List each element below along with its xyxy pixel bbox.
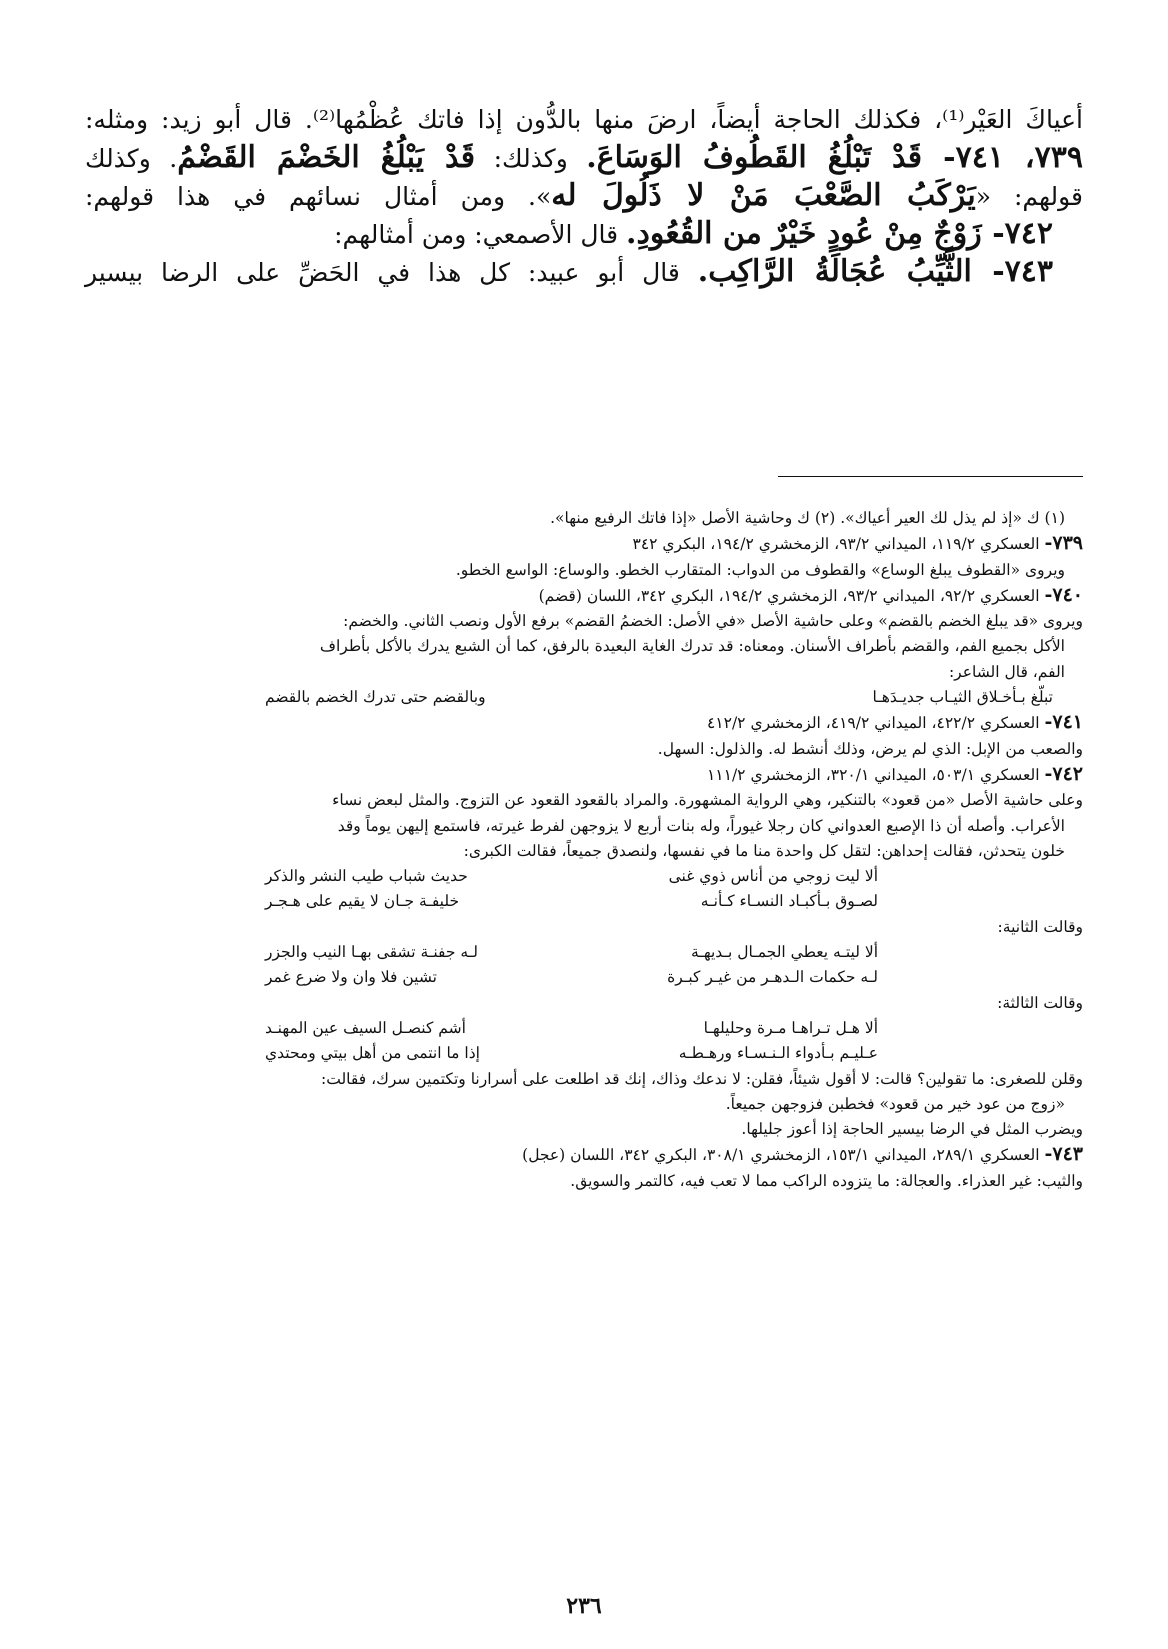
ref-740	[85, 583, 1083, 609]
note-740-a: ويروى «قد يبلغ الخضم بالقضم» وعلى حاشية الأصل «في الأصل: الخضمُ القضم» برفع الأول ونصب الثاني. والخضم:	[343, 612, 1083, 631]
said-second: وقالت الثانية:	[997, 917, 1083, 936]
ref-739	[85, 531, 1083, 557]
main-text-5: قال أبو عبيد: كل هذا في الحَضِّ على الرضا بيسير	[85, 258, 698, 287]
verse-5-hemistich-1: ألا هـل تـراهـا مـرة وحليلهـا	[703, 1018, 878, 1037]
entry-number-739: ٧٣٩-	[1044, 532, 1083, 555]
verse-740-hemistich-1: تبلّغ بـأخـلاق الثيـاب جديـدَهـا	[872, 688, 1053, 707]
note-742-d: وقلن للصغرى: ما تقولين؟ قالت: لا أقول شيئاً، فقلن: لا ندعك وذاك، إنك قد اطلعت على أسرارنا وتكتمين سرك، فقالت:	[321, 1069, 1083, 1088]
note-742-a: وعلى حاشية الأصل «من قعود» بالتنكير، وهي الرواية المشهورة. والمراد بالقعود القعود عن التزوج. والمثل لبعض نساء	[332, 791, 1083, 810]
verse-3-hemistich-1: ألا ليتـه يعطي الجمـال بـديهـة	[690, 943, 878, 962]
ref-739-text: العسكري ١١٩/٢، الميداني ٩٣/٢، الزمخشري ١٩٤/٢، البكري ٣٤٢	[632, 535, 1045, 554]
verse-6	[85, 1041, 1083, 1066]
main-text	[85, 103, 1083, 293]
verse-6-hemistich-2: إذا ما انتمى من أهل بيتي ومحتدي	[265, 1044, 480, 1063]
verse-6-hemistich-1: عـليـم بـأدواء الـنـسـاء ورهـطـه	[678, 1044, 878, 1063]
entry-number-740: ٧٤٠-	[1044, 583, 1083, 606]
note-742-c: خلون يتحدثن، فقالت إحداهن: لتقل كل واحدة منا ما في نفسها، ولنصدق جميعاً، فقالت الكبرى:	[463, 841, 1065, 860]
note-742-f: ويضرب المثل في الرضا بيسير الحاجة إذا أعوز جليلها.	[741, 1120, 1083, 1139]
main-line-4	[85, 217, 1083, 255]
ref-742	[85, 762, 1083, 788]
ref-741-text: العسكري ٤٢٢/٢، الميداني ٤١٩/٢، الزمخشري ٤١٢/٢	[706, 714, 1045, 733]
entry-number-741: ٧٤١-	[1044, 711, 1083, 734]
main-text-3b: ». ومن أمثال نسائهم في هذا قولهم:	[85, 182, 552, 211]
ref-741	[85, 710, 1083, 736]
footnote-1-2: (١) ك «إذ لم يذل لك العير أعياك». (٢) ك وحاشية الأصل «إذا فاتك الرفيع منها».	[550, 509, 1065, 527]
main-text-3a: قولهم: «	[975, 182, 1084, 211]
verse-4	[85, 965, 1083, 990]
main-line-1	[85, 103, 1083, 141]
footnotes	[85, 506, 1083, 1194]
ref-742-text: العسكري ٥٠٣/١، الميداني ٣٢٠/١، الزمخشري ١١١/٢	[706, 765, 1045, 784]
verse-3-hemistich-2: لـه جفنـة تشقى بهـا النيب والجزر	[265, 943, 478, 962]
note-740-b: الأكل بجميع الفم، والقضم بأطراف الأسنان. ومعناه: قد تدرك الغاية البعيدة بالرفق، كما أن الشبع يدرك بالأكل بأطراف	[319, 637, 1065, 656]
verse-1-hemistich-2: حديث شباب طيب النشر والذكر	[265, 867, 468, 886]
verse-2	[85, 889, 1083, 914]
proverb-742: ٧٤٢- زَوْجٌ مِنْ عُودٍ خَيْرٌ من القُعُودِ.	[626, 216, 1053, 251]
ref-743-text: العسكري ٢٨٩/١، الميداني ١٥٣/١، الزمخشري ٣٠٨/١، البكري ٣٤٢، اللسان (عجل)	[522, 1146, 1045, 1165]
said-third: وقالت الثالثة:	[997, 993, 1083, 1012]
main-text-2a: وكذلك:	[475, 144, 587, 173]
note-742-b: الأعراب. وأصله أن ذا الإصبع العدواني كان رجلا غيوراً، وله بنات أربع لا يزوجهن لفرط غيرته، فاستمع إليهن يوماً وقد	[337, 816, 1065, 835]
proverb-739-741: ٧٣٩، ٧٤١- قَدْ تَبْلُغُ القَطُوفُ الوَسَاعَ.	[586, 140, 1083, 175]
ref-743	[85, 1142, 1083, 1168]
verse-740-hemistich-2: وبالقضم حتى تدرك الخضم بالقضم	[265, 688, 486, 707]
note-741: والصعب من الإبل: الذي لم يرض، وذلك أنشط له. والذلول: السهل.	[657, 739, 1083, 758]
verse-5	[85, 1016, 1083, 1041]
verse-740	[85, 685, 1083, 710]
ref-740-text: العسكري ٩٢/٢، الميداني ٩٣/٢، الزمخشري ١٩٤/٢، البكري ٣٤٢، اللسان (قضم)	[538, 586, 1045, 605]
verse-4-hemistich-2: تشين فلا وان ولا ضرع غمر	[265, 968, 437, 987]
entry-number-743: ٧٤٣-	[1044, 1143, 1083, 1166]
note-740-c: الفم، قال الشاعر:	[948, 662, 1065, 681]
proverb-741-quote: يَرْكَبُ الصَّعْبَ مَنْ لا ذَلُولَ له	[551, 178, 976, 213]
verse-2-hemistich-1: لصـوق بـأكبـاد النسـاء كـأنـه	[700, 892, 878, 911]
proverb-743: ٧٤٣- الثَّيِّبُ عُجَالَةُ الرَّاكِب.	[697, 254, 1053, 289]
note-742-e: «زوج من عود خير من قعود» فخطبن فزوجهن جميعاً.	[725, 1094, 1065, 1113]
main-text-4: قال الأصمعي: ومن أمثالهم:	[334, 220, 627, 249]
main-line-2	[85, 141, 1083, 179]
verse-1-hemistich-1: ألا ليت زوجي من أناس ذوي غنى	[668, 867, 878, 886]
page-number: ٢٣٦	[566, 1593, 602, 1619]
note-743: والثيب: غير العذراء. والعجالة: ما يتزوده الراكب مما لا تعب فيه، كالتمر والسويق.	[570, 1171, 1083, 1190]
main-line-5	[85, 255, 1083, 293]
verse-4-hemistich-1: لـه حكمات الـدهـر من غيـر كبـرة	[667, 968, 878, 987]
verse-5-hemistich-2: أشم كنصـل السيف عين المهنـد	[265, 1018, 466, 1037]
main-text-2b: . وكذلك	[85, 144, 178, 173]
verse-1	[85, 864, 1083, 889]
verse-2-hemistich-2: خليفـة جـان لا يقيم على هـجـر	[265, 892, 460, 911]
verse-3	[85, 940, 1083, 965]
main-line-3	[85, 179, 1083, 217]
note-739: ويروى «القطوف يبلغ الوساع» والقطوف من الدواب: المتقارب الخطو. والوساع: الواسع الخطو.	[455, 560, 1065, 579]
main-text-1: أعياكَ العَيْر⁽¹⁾، فكذلك الحاجة أيضاً، ارضَ منها بالدُّون إذا فاتك عُظْمُها⁽²⁾. قال أبو زيد: ومثله:	[85, 105, 1083, 134]
proverb-740: قَدْ يَبْلُغُ الخَضْمَ القَضْمُ	[177, 140, 476, 175]
entry-number-742: ٧٤٢-	[1044, 762, 1083, 785]
footnote-separator	[778, 476, 1083, 477]
